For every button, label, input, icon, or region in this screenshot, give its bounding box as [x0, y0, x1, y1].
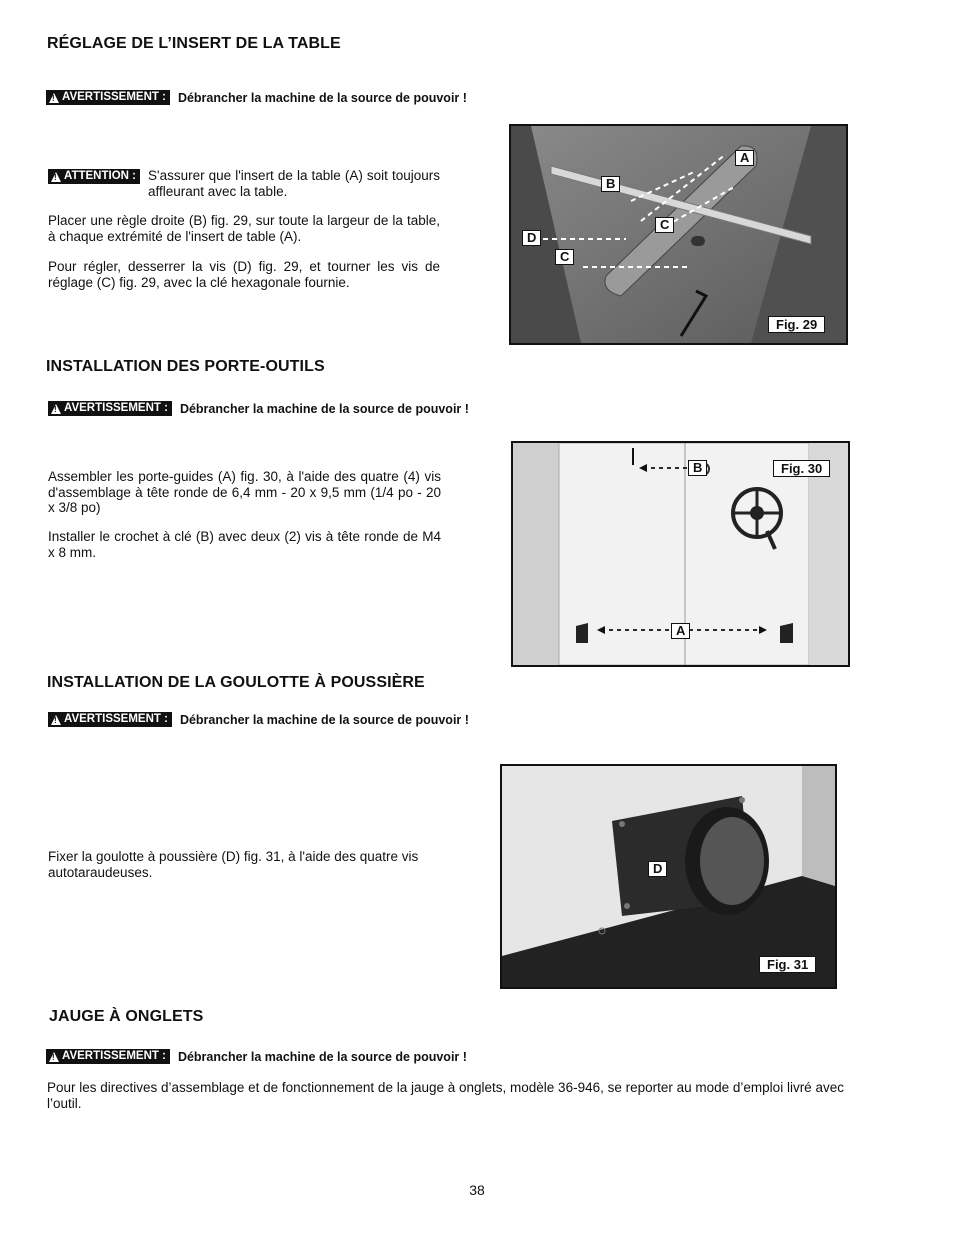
callout-d: D — [522, 230, 541, 246]
figure-caption: Fig. 31 — [759, 956, 816, 973]
warning-badge-label: AVERTISSEMENT : — [62, 1050, 166, 1062]
callout-c: C — [555, 249, 574, 265]
warning-notice — [46, 90, 467, 105]
warning-text: Débrancher la machine de la source de pouvoir ! — [179, 401, 469, 416]
warning-text: Débrancher la machine de la source de pouvoir ! — [179, 712, 469, 727]
callout-b: B — [601, 176, 620, 192]
figure-29 — [509, 124, 848, 345]
warning-triangle-icon — [51, 404, 61, 414]
table-insert-photo — [511, 126, 846, 343]
warning-badge-label: AVERTISSEMENT : — [64, 402, 168, 414]
warning-triangle-icon — [51, 715, 61, 725]
warning-badge-label: AVERTISSEMENT : — [62, 91, 166, 103]
section-title-miter-gauge: JAUGE À ONGLETS — [49, 1008, 204, 1025]
figure-caption: Fig. 30 — [773, 460, 830, 477]
callout-a: A — [671, 623, 690, 639]
paragraph: Pour les directives d’assemblage et de fonctionnement de la jauge à onglets, modèle 36-946, se reporter au mode d’emploi livré avec l’outil. — [47, 1080, 844, 1111]
warning-text: Débrancher la machine de la source de pouvoir ! — [177, 1049, 467, 1064]
warning-notice — [46, 1049, 467, 1064]
paragraph: Fixer la goulotte à poussière (D) fig. 31, à l'aide des quatre vis autotaraudeuses. — [48, 849, 419, 880]
warning-badge — [48, 712, 172, 727]
figure-31 — [500, 764, 837, 989]
figure-30 — [511, 441, 850, 667]
section-title-table-insert: RÉGLAGE DE L’INSERT DE LA TABLE — [47, 35, 341, 52]
callout-a: A — [735, 150, 754, 166]
warning-badge — [46, 90, 170, 105]
warning-triangle-icon — [49, 1052, 59, 1062]
figure-caption: Fig. 29 — [768, 316, 825, 333]
warning-badge — [46, 1049, 170, 1064]
warning-notice — [48, 401, 469, 416]
section-title-tool-holders: INSTALLATION DES PORTE-OUTILS — [46, 358, 325, 375]
paragraph — [48, 168, 440, 199]
callout-c: C — [655, 217, 674, 233]
section-title-dust-chute: INSTALLATION DE LA GOULOTTE À POUSSIÈRE — [47, 674, 425, 691]
warning-triangle-icon — [51, 172, 61, 182]
paragraph-text: S'assurer que l'insert de la table (A) soit toujours affleurant avec la table. — [147, 168, 440, 199]
warning-triangle-icon — [49, 93, 59, 103]
paragraph: Installer le crochet à clé (B) avec deux (2) vis à tête ronde de M4 x 8 mm. — [48, 529, 441, 560]
dust-chute-photo — [502, 766, 835, 987]
warning-badge-label: AVERTISSEMENT : — [64, 713, 168, 725]
warning-text: Débrancher la machine de la source de pouvoir ! — [177, 90, 467, 105]
warning-badge — [48, 401, 172, 416]
paragraph: Placer une règle droite (B) fig. 29, sur toute la largeur de la table, à chaque extrémité de l'insert de table (A). — [48, 213, 440, 244]
attention-badge — [48, 169, 140, 184]
attention-badge-label: ATTENTION : — [64, 170, 136, 182]
paragraph: Pour régler, desserrer la vis (D) fig. 29, et tourner les vis de réglage (C) fig. 29, avec la clé hexagonale fournie. — [48, 259, 440, 290]
warning-notice — [48, 712, 469, 727]
callout-d: D — [648, 861, 667, 877]
paragraph: Assembler les porte-guides (A) fig. 30, à l'aide des quatre (4) vis d'assemblage à tête ronde de 6,4 mm - 20 x 9,5 mm (1/4 po - 20 x 3/8 po) — [48, 469, 441, 515]
page-number: 38 — [469, 1182, 485, 1198]
callout-b: B — [688, 460, 707, 476]
